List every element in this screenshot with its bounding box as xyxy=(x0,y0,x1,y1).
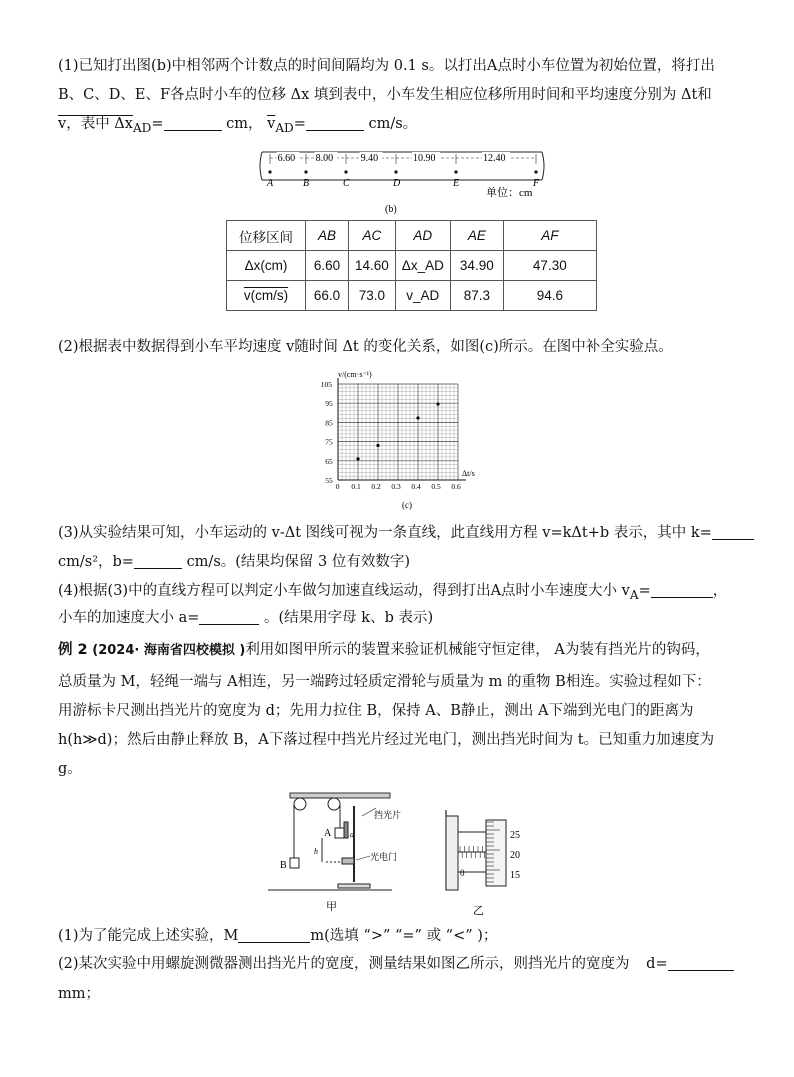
table-row: Δx(cm) 6.60 14.60 Δx_AD 34.90 47.30 xyxy=(227,251,597,281)
tape-dot xyxy=(268,170,271,173)
tape-figure xyxy=(258,146,548,216)
tape-dot xyxy=(394,170,397,173)
tape-segment-label: 9.40 xyxy=(360,153,379,164)
tape-segment-label: 10.90 xyxy=(413,153,436,164)
q2-text: (2)根据表中数据得到小车平均速度 v随时间 Δt 的变化关系，如图(c)所示。在图中补全实验点。 xyxy=(58,339,673,355)
table-row: v(cm/s) 66.0 73.0 v_AD 87.3 94.6 xyxy=(227,281,597,311)
svg-text:乙: 乙 xyxy=(473,905,484,917)
tape-dot xyxy=(304,170,307,173)
example-label: 例 2 xyxy=(58,642,88,658)
example-source: (2024· 海南省四校模拟 ) xyxy=(92,643,246,658)
x-tick-label: 0.5 xyxy=(431,482,441,491)
apparatus-figure xyxy=(262,790,402,920)
data-point xyxy=(376,444,379,447)
svg-text:25: 25 xyxy=(510,830,520,841)
x-tick-label: 0.2 xyxy=(371,482,381,491)
x-tick-label: 0.1 xyxy=(351,482,361,491)
tape-dot xyxy=(454,170,457,173)
q4-line1: (4)根据(3)中的直线方程可以判定小车做匀加速直线运动，得到打出A点时小车速度大小 $v_A=$ ， xyxy=(58,583,728,602)
ex2-line1: 例 2 (2024· 海南省四校模拟 )利用如图甲所示的装置来验证机械能守恒定律， A为装有挡光片的钩码， xyxy=(58,642,710,658)
tape-caption: (b) xyxy=(385,204,397,215)
q3-line2: cm/s²，b= cm/s。(结果均保留 3 位有效数字) xyxy=(58,554,411,570)
q1-line3: v，表中 $\Delta x_{AD}=$ cm， $\overline{v}_{AD}= cm/s$。 xyxy=(58,116,418,135)
chart-xlabel: Δt/s xyxy=(462,469,475,478)
svg-text:15: 15 xyxy=(510,870,520,881)
tape-point-label: A xyxy=(267,178,274,189)
x-tick-label: 0.3 xyxy=(391,482,401,491)
ex2-line4: h(h≫d)；然后由静止释放 B，A下落过程中挡光片经过光电门，测出挡光时间为 t。已知重力加速度为 xyxy=(58,732,715,748)
blank-b[interactable] xyxy=(134,552,182,569)
blank-compare[interactable] xyxy=(238,926,310,943)
tape-segment-label: 12.40 xyxy=(483,153,506,164)
tape-point-label: F xyxy=(533,178,540,189)
tape-point-label: C xyxy=(343,178,350,189)
blank-dx-ad[interactable] xyxy=(164,114,222,131)
y-tick-label: 105 xyxy=(320,380,333,389)
tape-point-label: B xyxy=(303,178,310,189)
q6-line2: mm； xyxy=(58,986,100,1002)
q3-line1: (3)从实验结果可知，小车运动的 v-Δt 图线可视为一条直线，此直线用方程 v=kΔt+b 表示，其中 k= xyxy=(58,519,748,548)
q1-line2: B、C、D、E、F各点时小车的位移 Δx 填到表中，小车发生相应位移所用时间和平均速度分别为 Δt和 xyxy=(58,87,712,103)
svg-text:h: h xyxy=(314,847,318,856)
svg-text:d: d xyxy=(350,830,354,839)
blank-k[interactable] xyxy=(712,523,754,540)
blank-v-ad[interactable] xyxy=(306,114,364,131)
tape-segment-label: 8.00 xyxy=(315,153,334,164)
tape-point-label: E xyxy=(453,178,460,189)
ex2-line2: 总质量为 M，轻绳一端与 A相连，另一端跨过轻质定滑轮与质量为 m 的重物 B相连。实验过程如下： xyxy=(58,674,711,690)
tape-segment-label: 6.60 xyxy=(277,153,296,164)
y-tick-label: 75 xyxy=(325,437,333,447)
svg-text:A: A xyxy=(324,828,332,839)
data-point xyxy=(356,457,359,460)
svg-text:B: B xyxy=(280,860,287,871)
y-tick-label: 55 xyxy=(325,476,333,485)
x-tick-label: 0.4 xyxy=(411,482,421,491)
chart-ylabel: v/(cm·s⁻¹) xyxy=(338,370,372,379)
table-header-row: 位移区间 AB AC AD AE AF xyxy=(227,221,597,251)
ex2-line5: g。 xyxy=(58,761,82,777)
svg-text:挡光片: 挡光片 xyxy=(374,810,402,820)
q5-line: (1)为了能完成上述实验，M m(选填 “>” “=” 或 “<” )； xyxy=(58,928,498,944)
tape-unit: 单位：cm xyxy=(486,187,533,199)
micrometer-figure xyxy=(440,808,550,918)
blank-d[interactable] xyxy=(668,954,734,971)
chart-caption: (c) xyxy=(402,500,412,510)
q6-line1: (2)某次实验中用螺旋测微器测出挡光片的宽度，测量结果如图乙所示，则挡光片的宽度为 d= xyxy=(58,950,748,979)
weight-b xyxy=(290,858,299,868)
data-table xyxy=(226,220,597,311)
tape-point-label: D xyxy=(393,178,401,189)
svg-text:20: 20 xyxy=(510,850,520,861)
cell-dx-ad[interactable]: Δx_AD xyxy=(395,251,450,281)
svg-text:0: 0 xyxy=(460,868,465,878)
y-tick-label: 95 xyxy=(325,399,333,409)
photogate xyxy=(342,858,354,864)
x-tick-label: 0.6 xyxy=(451,482,461,491)
data-point xyxy=(416,416,419,419)
x-tick-label: 0 xyxy=(335,482,340,491)
svg-text:甲: 甲 xyxy=(326,901,337,913)
cell-v-ad[interactable]: v_AD xyxy=(395,281,450,311)
q4-line2: 小车的加速度大小 a= 。(结果用字母 k、b 表示) xyxy=(58,610,434,626)
data-point xyxy=(436,402,439,405)
q1-line1: (1)已知打出图(b)中相邻两个计数点的时间间隔均为 0.1 s。以打出A点时小车位置为初始位置，将打出 xyxy=(58,58,715,74)
svg-text:光电门: 光电门 xyxy=(370,852,398,862)
velocity-time-chart xyxy=(314,368,494,512)
blank-va[interactable] xyxy=(651,581,713,598)
tape-dot xyxy=(534,170,537,173)
tape-dot xyxy=(344,170,347,173)
ex2-line3: 用游标卡尺测出挡光片的宽度为 d；先用力拉住 B，保持 A、B静止，测出 A下端到光电门的距离为 xyxy=(58,703,694,719)
y-tick-label: 65 xyxy=(325,456,333,466)
v-bar-symbol: v，表中 Δx xyxy=(58,116,133,132)
y-tick-label: 85 xyxy=(325,418,333,428)
blank-a[interactable] xyxy=(199,608,259,625)
